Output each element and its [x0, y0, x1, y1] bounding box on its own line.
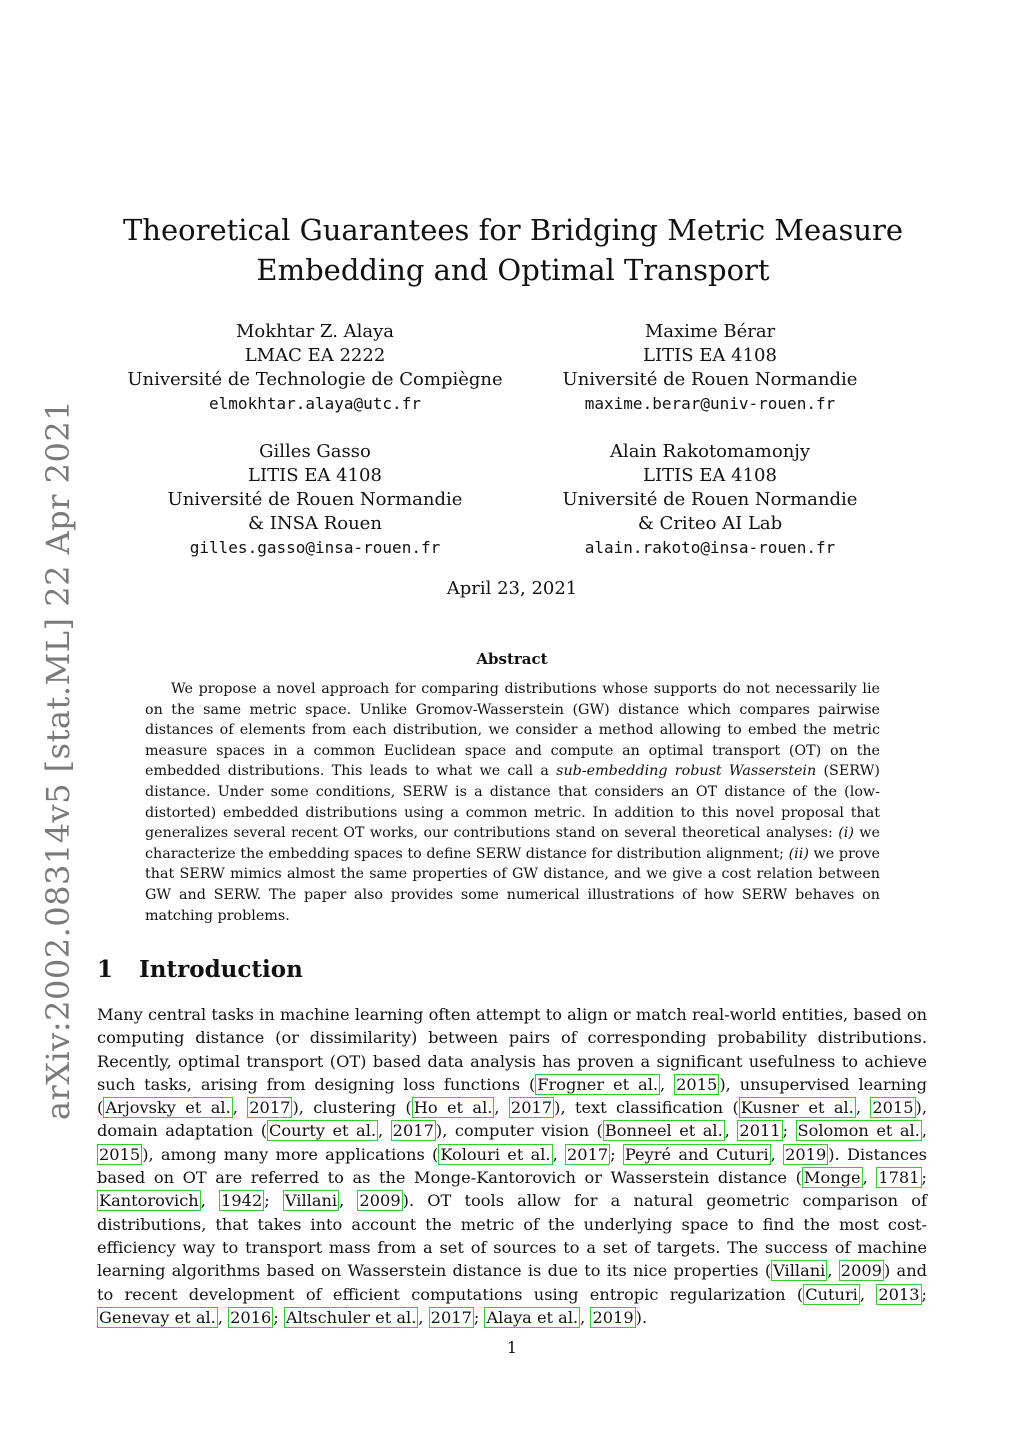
citation-link[interactable]: Kantorovich [99, 1191, 199, 1211]
citation-link[interactable]: 2009 [840, 1261, 882, 1281]
citation-link[interactable]: Frogner et al. [537, 1074, 659, 1094]
author-affiliation: LITIS EA 4108 [643, 345, 777, 366]
author-email[interactable]: gilles.gasso@insa-rouen.fr [189, 538, 441, 557]
citation-link[interactable]: 2011 [739, 1121, 781, 1141]
citation-link[interactable]: Villani [284, 1191, 338, 1211]
citation-link[interactable]: Villani [773, 1261, 826, 1281]
author-block [510, 320, 910, 416]
page-number: 1 [506, 1338, 518, 1357]
author-affiliation: Université de Rouen Normandie [167, 489, 463, 510]
author-affiliation: LITIS EA 4108 [643, 465, 777, 486]
author-name: Mokhtar Z. Alaya [235, 321, 395, 342]
citation-link[interactable]: Bonneel et al. [604, 1121, 723, 1141]
author-affiliation: Université de Technologie de Compiègne [127, 369, 503, 390]
author-name: Alain Rakotomamonjy [609, 441, 811, 462]
citation-link[interactable]: Cuturi [805, 1284, 858, 1304]
citation-link[interactable]: Alaya et al. [486, 1307, 579, 1327]
citation-link[interactable]: Peyré and Cuturi [624, 1144, 769, 1164]
citation-link[interactable]: Courty et al. [269, 1121, 377, 1141]
citation-link[interactable]: 2015 [872, 1098, 914, 1118]
paper-date: April 23, 2021 [446, 578, 578, 599]
author-affiliation: Université de Rouen Normandie [562, 369, 858, 390]
author-affiliation: & INSA Rouen [248, 513, 382, 534]
citation-link[interactable]: Kusner et al. [740, 1098, 854, 1118]
section-heading: 1 Introduction [97, 956, 303, 983]
author-email[interactable]: elmokhtar.alaya@utc.fr [209, 394, 421, 413]
citation-link[interactable]: Solomon et al. [797, 1121, 920, 1141]
author-email[interactable]: maxime.berar@univ-rouen.fr [584, 394, 836, 413]
citation-link[interactable]: Altschuler et al. [285, 1307, 417, 1327]
arxiv-stamp: arXiv:2002.08314v5 [stat.ML] 22 Apr 2021 [39, 399, 77, 1121]
citation-link[interactable]: Kolouri et al. [440, 1144, 551, 1164]
citation-link[interactable]: Monge [803, 1168, 861, 1188]
intro-paragraph: Many central tasks in machine learning often attempt to align or match real-world entities, based on computing distance (or dissimilarity) between pairs of corresponding probability distributions. Recently, optimal transport (OT) based data analysis has proven a significant usefulness to achieve such tasks, arising from designing loss functions ( Frogner et al. , 2015 ), unsupervised learning ( Arjovsky et al. , 2017 ), clustering ( Ho et al. , 2017 ), text classification ( Kusner et al. , 2015 ), domain adaptation ( Courty et al. , 2017 ), computer vision ( Bonneel et al. , 2011 ; Solomon et al. , 2015 ), among many more applications ( Kolouri et al. , 2017 ; Peyré and Cuturi , 2019 ). Distances based on OT are referred to as the Monge-Kantorovich or Wasserstein distance ( Monge , 1781 ; Kantorovich , 1942 ; Villani , 2009 ). OT tools allow for a natural geometric comparison of distributions, that takes into account the metric of the underlying space to find the most cost-efficiency way to transport mass from a set of sources to a set of targets. The success of machine learning algorithms based on Wasserstein distance is due to its nice properties ( Villani , 2009 ) and to recent development of efficient computations using entropic regularization ( Cuturi , 2013 ; Genevay et al. , 2016 ; Altschuler et al. , 2017 ; Alaya et al. , 2019 ). [97, 1005, 928, 1327]
citation-link[interactable]: 2009 [359, 1191, 401, 1211]
author-name: Gilles Gasso [259, 441, 371, 462]
author-email[interactable]: alain.rakoto@insa-rouen.fr [584, 538, 836, 557]
citation-link[interactable]: 2015 [676, 1074, 718, 1094]
citation-link[interactable]: 2017 [566, 1144, 609, 1164]
citation-link[interactable]: 2017 [392, 1121, 434, 1141]
citation-link[interactable]: 2017 [510, 1098, 553, 1118]
author-affiliation: LITIS EA 4108 [248, 465, 382, 486]
citation-link[interactable]: 1942 [221, 1191, 263, 1211]
citation-link[interactable]: 2017 [249, 1098, 291, 1118]
author-block [115, 440, 515, 560]
author-affiliation: & Criteo AI Lab [637, 513, 783, 534]
abstract-text: We propose a novel approach for comparing distributions whose supports do not necessarily lie on the same metric space. Unlike Gromov-Wasserstein (GW) distance which compares pairwise distances of elements from each distribution, we consider a method allowing to embed the metric measure spaces in a common Euclidean space and compute an optimal transport (OT) on the embedded distributions. This leads to what we call a sub-embedding robust Wasserstein (SERW) distance. Under some conditions, SERW is a distance that considers an OT distance of the (low-distorted) embedded distributions using a common metric. In addition to this novel proposal that generalizes several recent OT works, our contributions stand on several theoretical analyses: (i) we characterize the embedding spaces to define SERW distance for distribution alignment; (ii) we prove that SERW mimics almost the same properties of GW distance, and we give a cost relation between GW and SERW. The paper also provides some numerical illustrations of how SERW behaves on matching problems. [145, 681, 881, 924]
author-block [115, 320, 515, 416]
citation-link[interactable]: 2019 [592, 1307, 634, 1327]
citation-link[interactable]: Genevay et al. [99, 1307, 216, 1327]
citation-link[interactable]: 2013 [878, 1284, 920, 1304]
citation-link[interactable]: 2015 [99, 1144, 141, 1164]
author-affiliation: Université de Rouen Normandie [562, 489, 858, 510]
citation-link[interactable]: 2016 [230, 1307, 272, 1327]
author-block [510, 440, 910, 560]
author-name: Maxime Bérar [644, 321, 776, 342]
abstract-heading: Abstract [476, 650, 548, 668]
citation-link[interactable]: 1781 [878, 1168, 920, 1188]
paper-title: Theoretical Guarantees for Bridging Metric Measure Embedding and Optimal Transport [122, 213, 904, 287]
citation-link[interactable]: 2017 [430, 1307, 472, 1327]
author-affiliation: LMAC EA 2222 [244, 345, 386, 366]
citation-link[interactable]: 2019 [785, 1144, 827, 1164]
citation-link[interactable]: Ho et al. [413, 1098, 493, 1118]
citation-link[interactable]: Arjovsky et al. [105, 1098, 231, 1118]
